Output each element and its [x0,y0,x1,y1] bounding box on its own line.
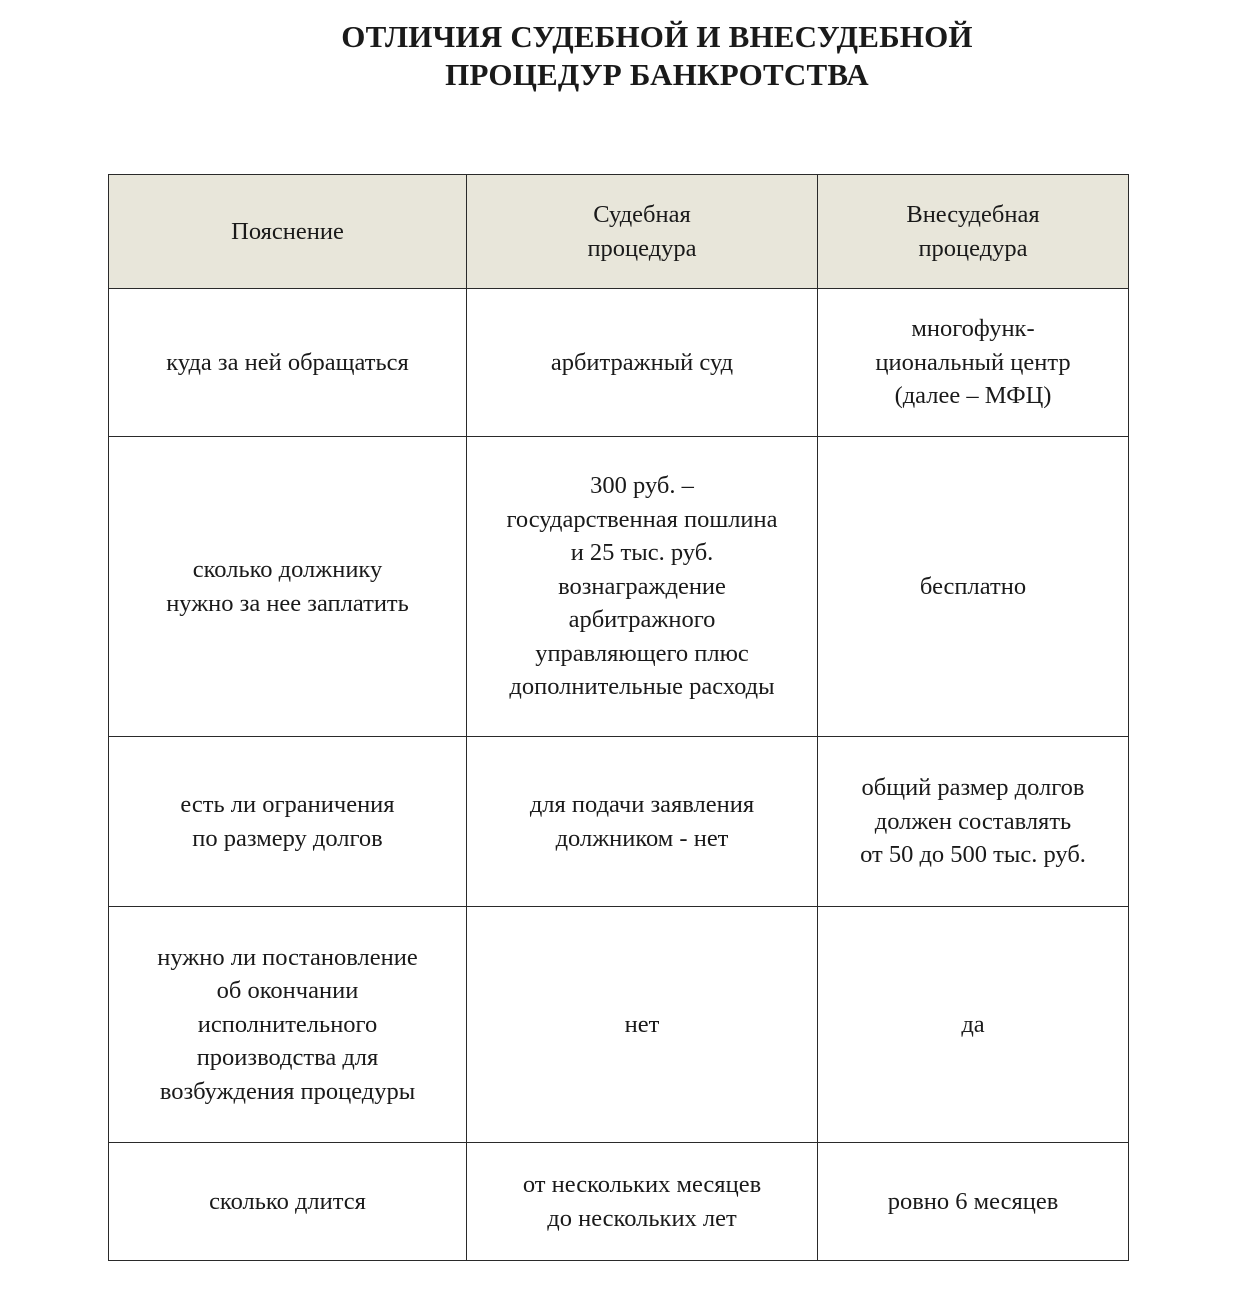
document-title [0,18,1240,94]
table-row [109,737,1129,907]
row-extrajudicial-value: общий размер долгов должен составлять от 50 до 500 тыс. руб. [818,737,1129,907]
table-row [109,289,1129,437]
title-line-1: ОТЛИЧИЯ СУДЕБНОЙ И ВНЕСУДЕБНОЙ [341,19,973,54]
comparison-table [108,174,1129,1261]
header-explanation: Пояснение [109,175,467,289]
header-extrajudicial-procedure: Внесудебная процедура [818,175,1129,289]
title-line-2: ПРОЦЕДУР БАНКРОТСТВА [445,57,869,92]
row-judicial-value: для подачи заявления должником - нет [467,737,818,907]
row-extrajudicial-value: многофунк- циональный центр (далее – МФЦ) [818,289,1129,437]
row-question: сколько должнику нужно за нее заплатить [109,437,467,737]
row-extrajudicial-value: бесплатно [818,437,1129,737]
row-question: есть ли ограничения по размеру долгов [109,737,467,907]
row-question: сколько длится [109,1143,467,1261]
header-judicial-procedure: Судебная процедура [467,175,818,289]
table-row [109,907,1129,1143]
row-judicial-value: арбитражный суд [467,289,818,437]
row-judicial-value: от нескольких месяцев до нескольких лет [467,1143,818,1261]
row-question: куда за ней обращаться [109,289,467,437]
table-row [109,1143,1129,1261]
row-judicial-value: нет [467,907,818,1143]
table-row [109,437,1129,737]
table-header-row [109,175,1129,289]
row-extrajudicial-value: ровно 6 месяцев [818,1143,1129,1261]
row-extrajudicial-value: да [818,907,1129,1143]
row-judicial-value: 300 руб. – государственная пошлина и 25 тыс. руб. вознаграждение арбитражного управляющего плюс дополнительные расходы [467,437,818,737]
row-question: нужно ли постановление об окончании исполнительного производства для возбуждения процедуры [109,907,467,1143]
